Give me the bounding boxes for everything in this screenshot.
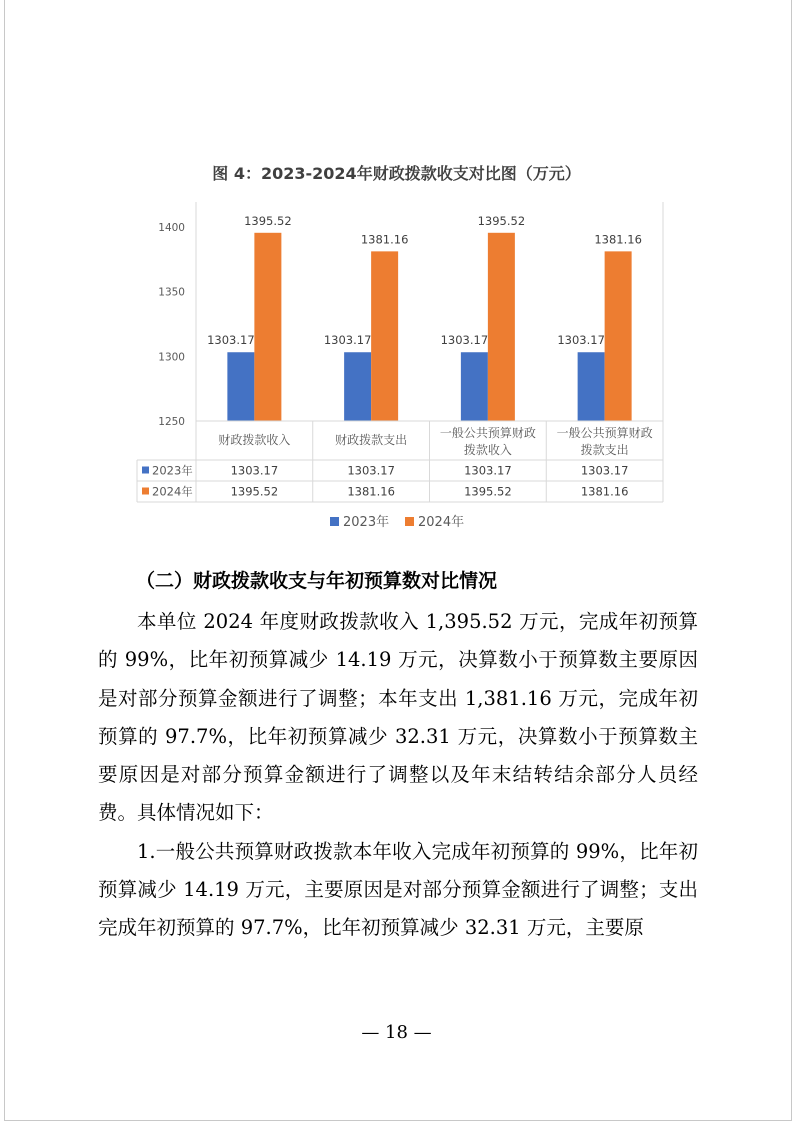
category-label: 一般公共预算财政 <box>556 426 653 440</box>
data-label: 1395.52 <box>244 213 292 228</box>
table-value: 1395.52 <box>464 484 512 499</box>
bar-2023 <box>461 352 488 421</box>
data-label: 1303.17 <box>440 333 489 348</box>
legend-label: 2024年 <box>418 515 465 530</box>
data-label: 1381.16 <box>360 232 409 247</box>
y-tick-label: 1350 <box>158 286 185 299</box>
table-value: 1303.17 <box>464 463 512 478</box>
table-value: 1303.17 <box>230 463 279 478</box>
table-series-name: 2024年 <box>152 484 193 499</box>
body-text <box>98 603 698 948</box>
bar-2024 <box>605 251 632 421</box>
bar-chart <box>0 0 793 545</box>
table-value: 1303.17 <box>580 463 629 478</box>
table-legend-key <box>142 488 149 495</box>
paragraph-1: 本单位 2024 年度财政拨款收入 1,395.52 万元，完成年初预算的 99%，比年初预算减少 14.19 万元，决算数小于预算数主要原因是对部分预算金额进行了调整；本年支出 1,381.16 万元，完成年初预算的 97.7%，比年初预算减少 32.31 万元，决算数小于预算数主要原因是对部分预算金额进行了调整以及年末结转结余部分人员经费。具体情况如下： <box>98 610 698 825</box>
category-label: 拨款支出 <box>580 443 629 457</box>
page-number: — 18 — <box>361 1022 432 1043</box>
legend-swatch <box>330 517 339 526</box>
bar-2023 <box>344 352 371 421</box>
table-value: 1303.17 <box>347 463 395 478</box>
table-series-name: 2023年 <box>152 463 193 478</box>
bar-2024 <box>371 251 398 421</box>
section-heading: （二）财政拨款收支与年初预算数对比情况 <box>136 570 498 592</box>
y-tick-label: 1300 <box>158 351 185 364</box>
category-label: 财政拨款收入 <box>218 433 291 447</box>
category-label: 财政拨款支出 <box>335 433 408 447</box>
data-label: 1303.17 <box>323 333 372 348</box>
y-tick-label: 1250 <box>158 416 185 428</box>
data-label: 1381.16 <box>594 232 642 247</box>
paragraph-2: 1.一般公共预算财政拨款本年收入完成年初预算的 99%，比年初预算减少 14.19 万元，主要原因是对部分预算金额进行了调整；支出完成年初预算的 97.7%，比年初预算减少 32.31 万元，主要原 <box>98 839 698 940</box>
data-label: 1395.52 <box>477 213 526 228</box>
category-label: 拨款收入 <box>463 443 512 457</box>
table-value: 1381.16 <box>580 484 629 499</box>
legend-label: 2023年 <box>343 515 390 530</box>
table-legend-key <box>142 467 149 474</box>
chart-title: 图 4：2023-2024年财政拨款收支对比图（万元） <box>212 164 581 183</box>
legend-swatch <box>405 517 414 526</box>
category-label: 一般公共预算财政 <box>439 426 536 440</box>
bar-2023 <box>578 352 605 421</box>
y-tick-label: 1400 <box>158 222 185 234</box>
bar-2024 <box>488 233 515 421</box>
data-label: 1303.17 <box>557 333 605 348</box>
table-value: 1395.52 <box>230 484 279 499</box>
bar-2024 <box>254 233 281 421</box>
data-label: 1303.17 <box>207 333 255 348</box>
table-value: 1381.16 <box>347 484 395 499</box>
bar-2023 <box>227 352 254 421</box>
